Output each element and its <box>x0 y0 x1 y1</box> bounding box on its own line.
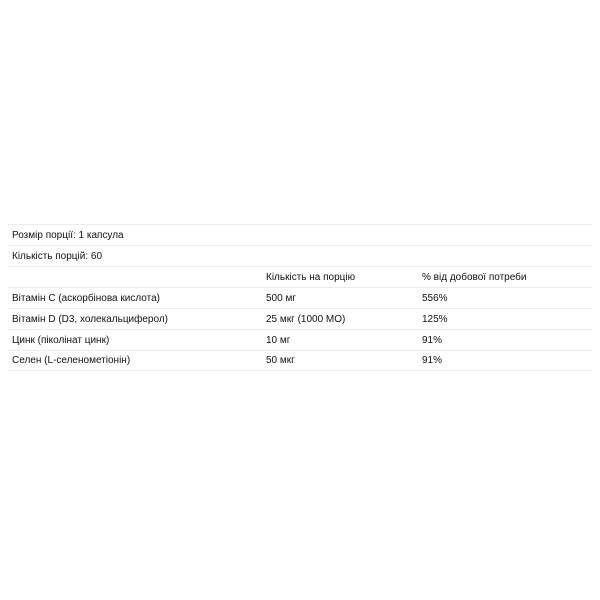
servings-count-label: Кількість порцій: 60 <box>12 250 103 262</box>
supplement-facts-table <box>8 224 592 371</box>
serving-size-label: Розмір порції: 1 капсула <box>12 229 124 241</box>
nutrient-name: Цинк (піколінат цинк) <box>12 334 110 346</box>
nutrient-amount: 10 мг <box>266 334 291 346</box>
nutrient-daily-value: 91% <box>422 355 443 366</box>
nutrient-name: Вітамін D (D3, холекальциферол) <box>12 313 168 325</box>
nutrient-name: Вітамін C (аскорбінова кислота) <box>12 292 161 304</box>
table-row <box>8 308 592 329</box>
daily-value-header: % від добової потреби <box>422 271 527 283</box>
servings-count-row <box>8 245 592 266</box>
nutrient-amount: 500 мг <box>266 292 296 304</box>
nutrient-daily-value: 556% <box>422 292 448 304</box>
amount-per-serving-header: Кількість на порцію <box>266 271 356 283</box>
nutrient-name: Селен (L-селенометіонін) <box>12 355 131 366</box>
nutrient-amount: 25 мкг (1000 МО) <box>266 313 346 325</box>
table-row <box>8 287 592 308</box>
serving-size-row <box>8 224 592 245</box>
table-row <box>8 350 592 371</box>
nutrient-daily-value: 125% <box>422 313 448 325</box>
nutrient-amount: 50 мкг <box>266 355 295 366</box>
nutrient-daily-value: 91% <box>422 334 443 346</box>
table-row <box>8 329 592 350</box>
column-header-row <box>8 266 592 287</box>
